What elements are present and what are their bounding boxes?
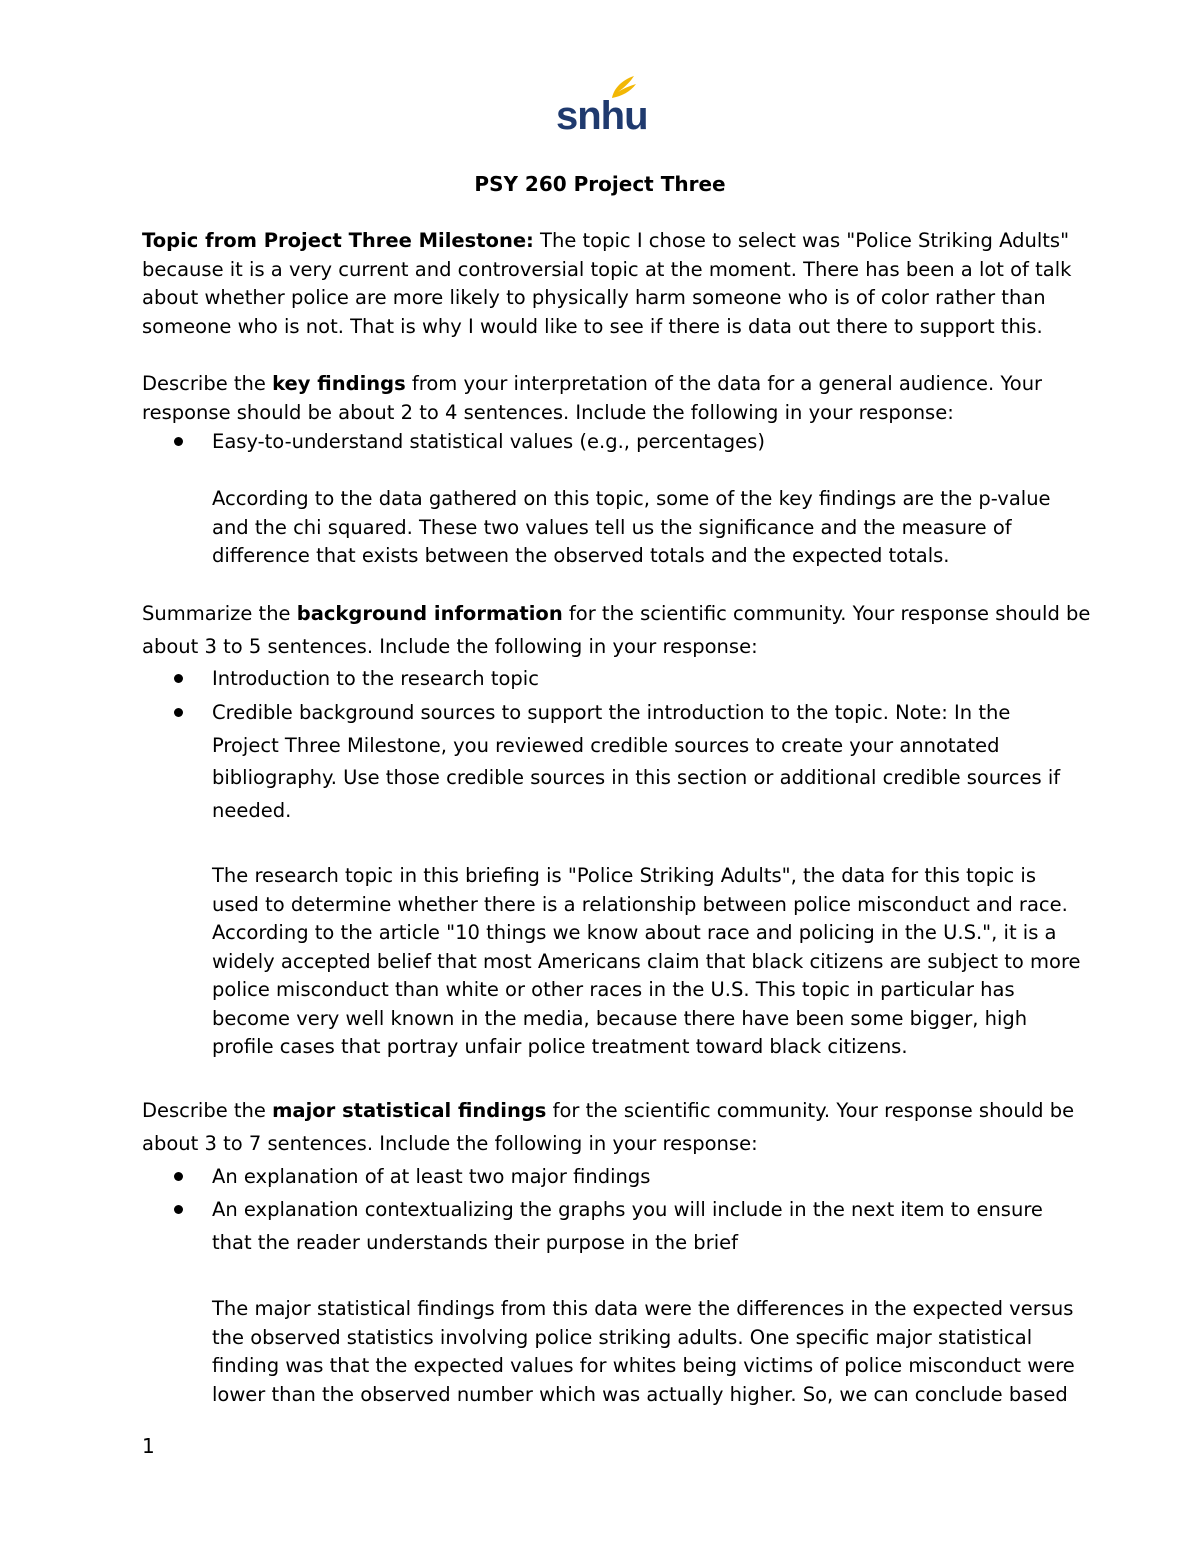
topic-paragraph — [142, 227, 1072, 341]
answer-line: difference that exists between the observed totals and the expected totals. — [212, 544, 950, 567]
key-findings-prompt — [142, 370, 1062, 427]
bullet-item: Easy-to-understand statistical values (e.g., percentages) — [212, 430, 765, 453]
prompt-bold: key findings — [272, 372, 406, 395]
bullet-icon — [174, 1172, 183, 1181]
topic-line-3: about whether police are more likely to physically harm someone who is of color rather than — [142, 286, 1046, 309]
bullet-line: Credible background sources to support the introduction to the topic. Note: In the — [212, 701, 1011, 724]
bullet-icon — [174, 674, 183, 683]
bullet-item-multiline — [212, 1196, 1072, 1258]
prompt-text: for the scientific community. Your response should be — [546, 1099, 1075, 1122]
topic-line-2: because it is a very current and controversial topic at the moment. There has been a lot of talk — [142, 257, 1072, 281]
answer-line: the observed statistics involving police striking adults. One specific major statistical — [212, 1325, 1033, 1349]
topic-line-1: The topic I chose to select was "Police Striking Adults" — [533, 229, 1070, 252]
major-findings-prompt — [142, 1097, 1075, 1159]
answer-line: widely accepted belief that most Americans claim that black citizens are subject to more — [212, 949, 1081, 973]
answer-line: become very well known in the media, because there have been some bigger, high — [212, 1006, 1028, 1030]
bullet-line: needed. — [212, 799, 292, 822]
prompt-line-2: response should be about 2 to 4 sentences. Include the following in your response: — [142, 400, 954, 424]
bullet-icon — [174, 1205, 183, 1214]
answer-line: used to determine whether there is a relationship between police misconduct and race. — [212, 892, 1068, 916]
prompt-text: from your interpretation of the data for a general audience. Your — [405, 372, 1043, 395]
bullet-icon — [174, 437, 183, 446]
answer-line: lower than the observed number which was actually higher. So, we can conclude based — [212, 1382, 1068, 1406]
prompt-text: Summarize the — [142, 602, 297, 625]
prompt-text: for the scientific community. Your response should be — [562, 602, 1091, 625]
answer-line: According to the article "10 things we know about race and policing in the U.S.", it is a — [212, 921, 1057, 944]
topic-line-4: someone who is not. That is why I would like to see if there is data out there to support this. — [142, 314, 1043, 338]
prompt-text: Describe the — [142, 372, 273, 395]
logo-text: snhu — [556, 94, 648, 138]
bullet-item: Introduction to the research topic — [212, 667, 539, 690]
prompt-bold: background information — [296, 602, 563, 625]
answer-line: and the chi squared. These two values tell us the significance and the measure of — [212, 515, 1012, 539]
prompt-line-2: about 3 to 7 sentences. Include the following in your response: — [142, 1132, 758, 1155]
page-number: 1 — [142, 1434, 155, 1458]
prompt-line-2: about 3 to 5 sentences. Include the following in your response: — [142, 635, 758, 658]
bullet-item: An explanation of at least two major findings — [212, 1165, 651, 1188]
snhu-logo — [556, 74, 648, 138]
bullet-icon — [174, 708, 183, 717]
answer-line: According to the data gathered on this topic, some of the key findings are the p-value — [212, 487, 1051, 510]
bullet-line: An explanation contextualizing the graphs you will include in the next item to ensure — [212, 1198, 1043, 1221]
prompt-bold: major statistical findings — [272, 1099, 547, 1122]
key-findings-answer — [212, 485, 1072, 571]
answer-line: police misconduct than white or other races in the U.S. This topic in particular has — [212, 978, 1015, 1001]
prompt-text: Describe the — [142, 1099, 273, 1122]
major-findings-answer — [212, 1295, 1075, 1409]
answer-line: finding was that the expected values for whites being victims of police misconduct were — [212, 1354, 1075, 1377]
page-title: PSY 260 Project Three — [474, 172, 726, 196]
bullet-item-multiline — [212, 699, 1072, 826]
bullet-line: that the reader understands their purpose in the brief — [212, 1231, 738, 1254]
background-answer — [212, 862, 1081, 1062]
answer-line: The major statistical findings from this data were the differences in the expected versus — [212, 1297, 1074, 1320]
topic-label: Topic from Project Three Milestone: — [142, 229, 534, 252]
background-prompt — [142, 600, 1091, 662]
bullet-line: bibliography. Use those credible sources in this section or additional credible sources if — [212, 766, 1061, 789]
bullet-line: Project Three Milestone, you reviewed credible sources to create your annotated — [212, 733, 1000, 757]
answer-line: profile cases that portray unfair police treatment toward black citizens. — [212, 1035, 908, 1058]
answer-line: The research topic in this briefing is "Police Striking Adults", the data for this topic is — [212, 864, 1036, 887]
